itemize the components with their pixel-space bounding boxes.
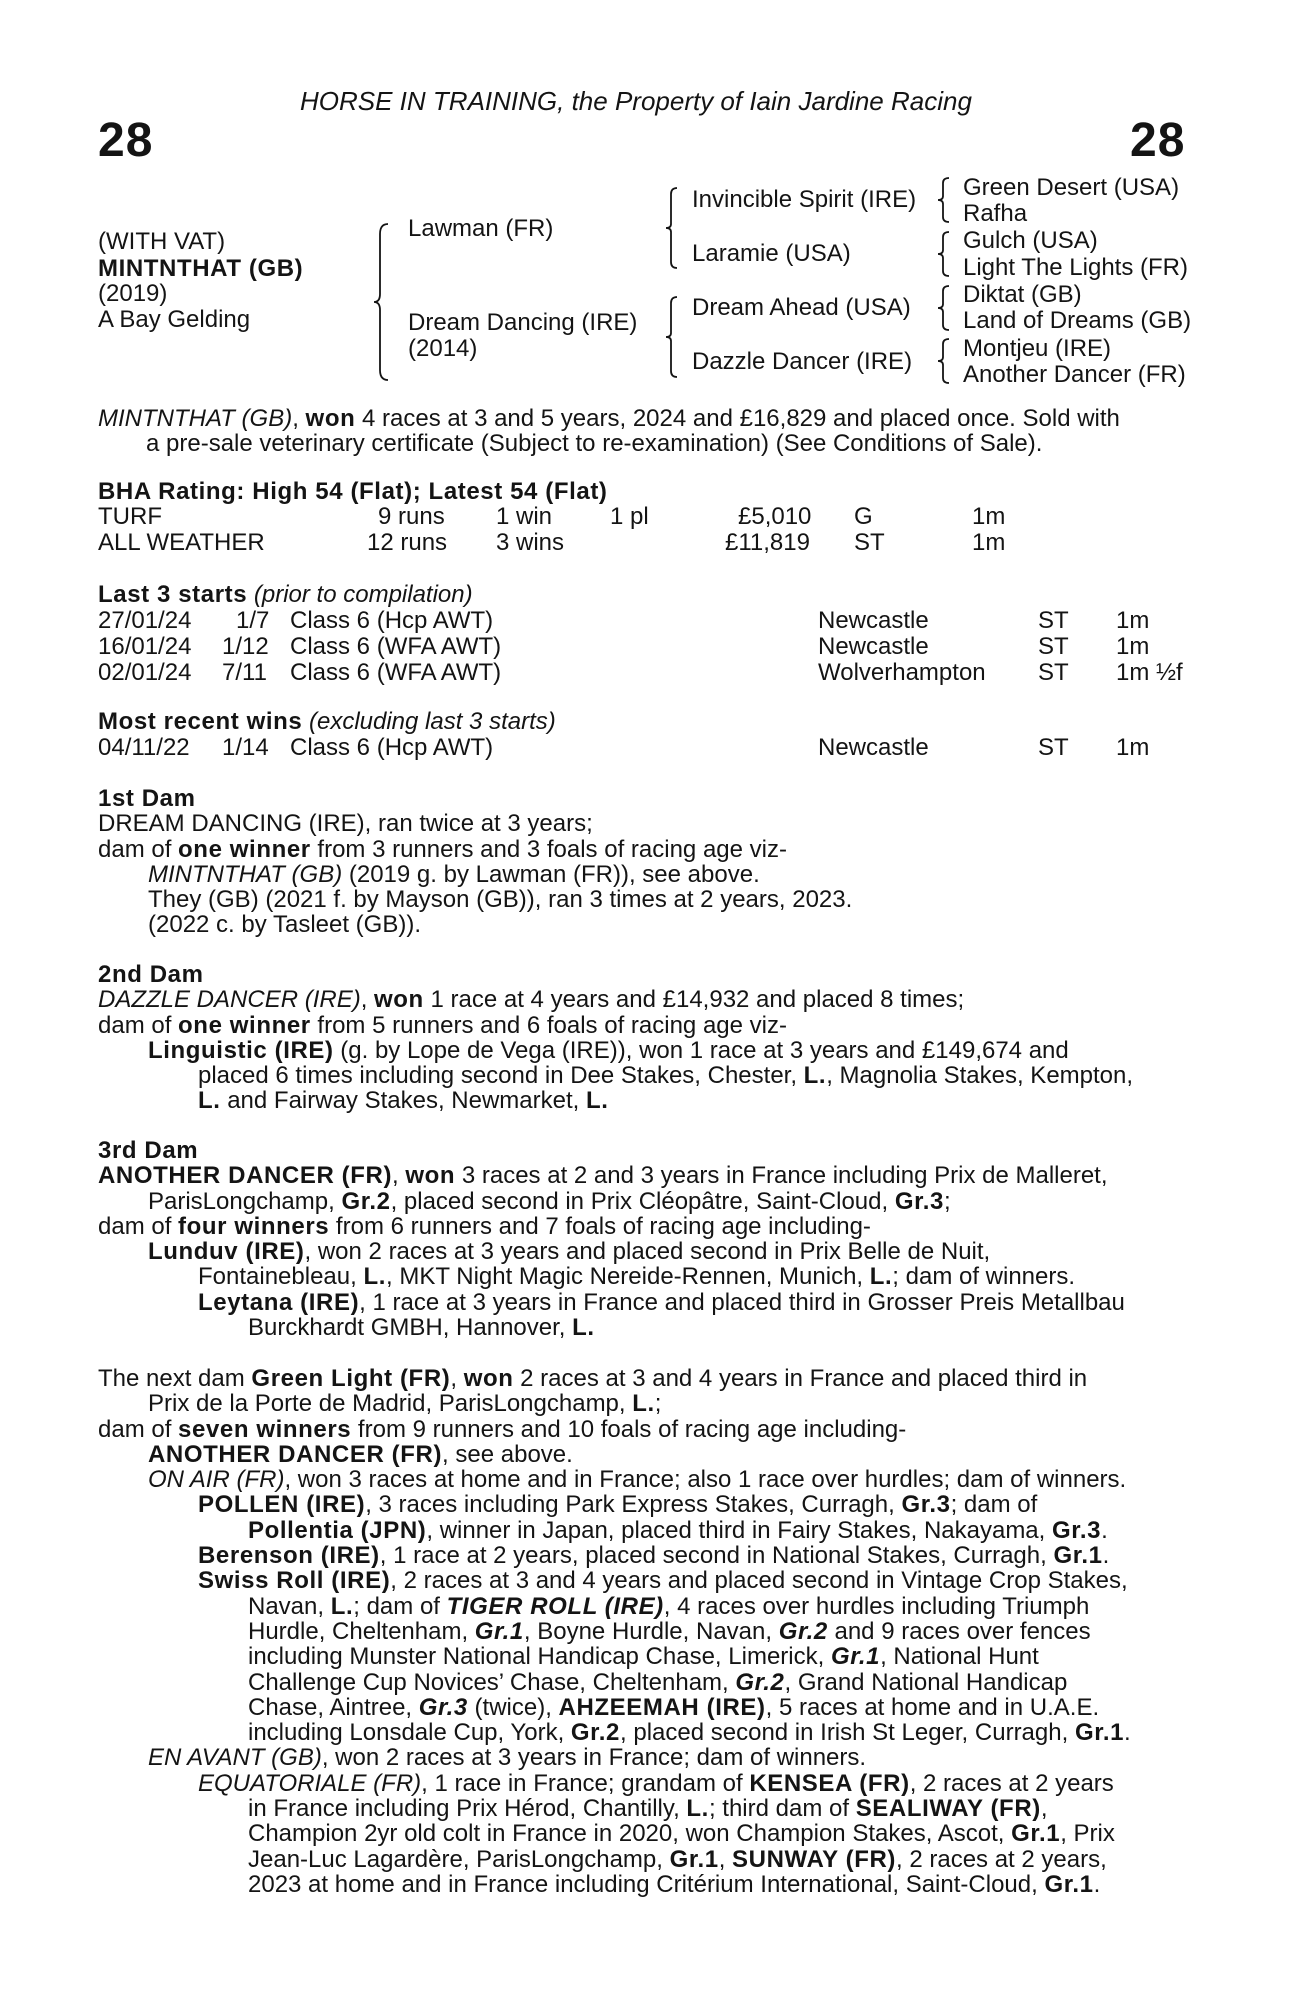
win-race: Class 6 (Hcp AWT) [290,734,494,761]
pedigree-brace-ss [936,176,952,224]
first-dam-text: from 3 runners and 3 foals of racing age viz- [310,835,787,863]
win-position: 1/14 [222,734,269,761]
listed-mark: L. [869,1263,893,1291]
progeny-text: ; dam of [950,1491,1038,1519]
next-dam-winners: seven winners [178,1415,352,1443]
recent-wins-heading-line [98,709,556,734]
progeny-name: KENSEA (FR) [749,1769,910,1797]
last3-note: (prior to compilation) [247,581,473,608]
progeny-name: ON AIR (FR) [148,1466,285,1494]
third-dam-text: , placed second in Prix Cléopâtre, Saint-Cloud, [390,1187,895,1215]
listed-mark: L. [198,1087,221,1115]
second-dam-won: won [374,986,424,1014]
group-mark: Gr.1 [1074,1719,1125,1747]
progeny-text: , 2 races at 2 years [909,1769,1114,1797]
pedigree-brace-dd [936,337,952,385]
pedigree-dss: Diktat (GB) [963,281,1082,308]
second-dam-progeny-text: (g. by Lope de Vega (IRE)), won 1 race at 3 years and £149,674 and [333,1036,1069,1064]
start-going: ST [1038,633,1069,660]
progeny-name: Swiss Roll (IRE) [198,1567,391,1595]
summary-text-2: a pre-sale veterinary certificate (Subject to re-examination) (See Conditions of Sale). [146,430,1043,458]
pedigree-sire-dam: Laramie (USA) [692,240,851,267]
progeny-name: SUNWAY (FR) [732,1845,896,1873]
progeny-text: 2023 at home and in France including Critérium International, Saint-Cloud, [248,1870,1045,1898]
progeny-text: , 2 races at 2 years, [896,1845,1107,1873]
first-dam-heading: 1st Dam [98,785,196,812]
start-dist: 1m [1116,633,1150,660]
start-course: Newcastle [818,633,929,660]
progeny-text: , 1 race at 2 years, placed second in National Stakes, Curragh, [379,1542,1054,1570]
win-dist: 1m [1116,734,1150,761]
pedigree-dsd: Land of Dreams (GB) [963,307,1192,334]
rating-going: ST [854,529,885,556]
pedigree-brace-main [372,222,392,382]
pedigree-sdd: Light The Lights (FR) [963,254,1188,281]
pedigree-brace-ds [936,284,952,332]
start-course: Newcastle [818,607,929,634]
progeny-text: . [1093,1870,1101,1898]
start-row [0,660,1314,685]
horse-description: A Bay Gelding [98,306,251,333]
progeny-text: , 3 races including Park Express Stakes, Curragh, [365,1491,902,1519]
progeny-name: ANOTHER DANCER (FR) [148,1440,443,1468]
listed-mark: L. [632,1390,655,1418]
start-date: 27/01/24 [98,607,192,634]
pedigree-dam-year: (2014) [408,335,478,362]
rating-wins: 3 wins [496,529,565,556]
pedigree-dam-sire: Dream Ahead (USA) [692,294,911,321]
summary-horse: MINTNTHAT (GB) [98,405,293,432]
second-dam-progeny-text: placed 6 times including second in Dee Stakes, Chester, [198,1062,804,1090]
start-position: 1/7 [236,607,270,634]
first-dam-progeny: They (GB) (2021 f. by Mayson (GB)), ran 3 times at 2 years, 2023. [148,886,853,914]
progeny-text: and 9 races over fences [827,1617,1091,1645]
pedigree-dam-dam: Dazzle Dancer (IRE) [692,348,913,375]
next-dam-sep: , [450,1365,464,1392]
progeny-text: , National Hunt [880,1643,1039,1671]
listed-mark: L. [586,1087,609,1115]
second-dam-heading: 2nd Dam [98,961,204,988]
group-mark: Gr.2 [341,1187,391,1215]
win-row [0,735,1314,760]
second-dam-progeny-name: Linguistic (IRE) [148,1036,334,1064]
last3-heading: Last 3 starts [98,581,248,608]
progeny-name: Berenson (IRE) [198,1542,380,1570]
start-going: ST [1038,607,1069,634]
third-dam-name: ANOTHER DANCER (FR) [98,1162,393,1190]
listed-mark: L. [803,1062,827,1090]
next-dam-text: dam of [98,1415,179,1443]
start-going: ST [1038,659,1069,686]
third-dam-text: ParisLongchamp, [148,1187,342,1215]
group-mark: Gr.1 [1053,1542,1103,1570]
summary-paragraph [98,406,1198,457]
pedigree-ssd: Rafha [963,200,1028,227]
start-date: 02/01/24 [98,659,192,686]
start-date: 16/01/24 [98,633,192,660]
progeny-text: . [1101,1516,1108,1544]
progeny-text: including Lonsdale Cup, York, [248,1719,571,1747]
progeny-text: , placed second in Irish St Leger, Curragh, [620,1719,1075,1747]
next-dam-name: Green Light (FR) [251,1365,451,1392]
progeny-text: . [1102,1542,1110,1570]
lot-number-left: 28 [98,114,154,167]
progeny-name: AHZEEMAH (IRE) [558,1693,766,1721]
recent-wins-heading: Most recent wins [98,708,303,735]
group-mark: Gr.3 [418,1693,468,1721]
progeny-text: , Boyne Hurdle, Navan, [523,1617,779,1645]
third-dam-progeny-text: , MKT Night Magic Nereide-Rennen, Munich, [386,1263,870,1291]
progeny-text: ; third dam of [708,1795,856,1823]
pedigree-dam: Dream Dancing (IRE) [408,309,638,336]
progeny-name: Pollentia (JPN) [248,1516,427,1544]
rating-runs: 12 runs [367,529,448,556]
start-dist: 1m [1116,607,1150,634]
progeny-text: , winner in Japan, placed third in Fairy Stakes, Nakayama, [426,1516,1052,1544]
group-mark: Gr.1 [830,1643,881,1671]
progeny-text: Hurdle, Cheltenham, [248,1617,475,1645]
third-dam-grand-progeny-text: , 1 race at 3 years in France and placed third in Grosser Preis Metallbau [359,1288,1125,1316]
summary-won: won [305,405,356,432]
pedigree-brace-dam [664,295,680,379]
next-dam-text: Prix de la Porte de Madrid, ParisLongchamp, [148,1390,633,1418]
pedigree-sire-sire: Invincible Spirit (IRE) [692,186,917,213]
second-dam-winners: one winner [178,1011,311,1039]
first-dam-section [98,786,1198,938]
pedigree-sds: Gulch (USA) [963,227,1098,254]
progeny-text: , [1040,1795,1048,1823]
progeny-text: Champion 2yr old colt in France in 2020, won Champion Stakes, Ascot, [248,1820,1012,1848]
first-dam-text: dam of [98,835,179,863]
third-dam-text: ; [943,1187,951,1215]
progeny-name: TIGER ROLL (IRE) [446,1592,664,1620]
next-dam-text: The next dam [98,1365,252,1392]
rating-wins: 1 win [496,503,553,530]
third-dam-sep: , [392,1162,406,1190]
third-dam-heading: 3rd Dam [98,1137,199,1164]
pedigree-ddd: Another Dancer (FR) [963,361,1186,388]
listed-mark: L. [330,1592,354,1620]
next-dam-text: 2 races at 3 and 4 years in France and placed third in [513,1365,1088,1392]
page-header-title: HORSE IN TRAINING, the Property of Iain Jardine Racing [300,86,972,116]
next-dam-won: won [463,1365,514,1392]
first-dam-winners: one winner [178,835,311,863]
group-mark: Gr.2 [570,1719,621,1747]
summary-text-1: 4 races at 3 and 5 years, 2024 and £16,829 and placed once. Sold with [355,405,1120,432]
first-dam-progeny: (2022 c. by Tasleet (GB)). [148,911,421,939]
second-dam-name: DAZZLE DANCER (IRE) [98,986,361,1014]
group-mark: Gr.3 [1052,1516,1102,1544]
group-mark: Gr.2 [735,1668,785,1696]
pedigree-sss: Green Desert (USA) [963,174,1180,201]
third-dam-grand-progeny-name: Leytana (IRE) [198,1288,360,1316]
progeny-text: Jean-Luc Lagardère, ParisLongchamp, [248,1845,670,1873]
pedigree-dds: Montjeu (IRE) [963,335,1112,362]
progeny-text: , see above. [442,1440,573,1468]
rating-going: G [854,503,873,530]
second-dam-progeny-text: , Magnolia Stakes, Kempton, [826,1062,1134,1090]
progeny-text: (twice), [467,1693,559,1721]
progeny-text: including Munster National Handicap Chase, Limerick, [248,1643,831,1671]
rating-heading: BHA Rating: High 54 (Flat); Latest 54 (Flat) [98,478,608,505]
start-race: Class 6 (WFA AWT) [290,633,502,660]
second-dam-text: dam of [98,1011,179,1039]
progeny-name: EN AVANT (GB) [148,1744,322,1772]
group-mark: Gr.1 [669,1845,719,1873]
second-dam-text: 1 race at 4 years and £14,932 and placed 8 times; [423,986,965,1014]
last3-heading-line [98,582,473,607]
rating-placed: 1 pl [610,503,649,530]
start-course: Wolverhampton [818,659,986,686]
first-dam-line-1: DREAM DANCING (IRE), ran twice at 3 years; [98,810,593,838]
start-race: Class 6 (WFA AWT) [290,659,502,686]
third-dam-text: dam of [98,1212,179,1240]
progeny-text: , 5 races at home and in U.A.E. [765,1693,1100,1721]
pedigree-brace-sd [936,230,952,278]
start-row [0,634,1314,659]
progeny-text: , won 2 races at 3 years in France; dam of winners. [321,1744,867,1772]
third-dam-progeny-text: Fontainebleau, [198,1263,364,1291]
horse-year: (2019) [98,280,168,307]
progeny-text: , Prix [1060,1820,1115,1848]
next-dam-text: ; [654,1390,662,1418]
listed-mark: L. [686,1795,709,1823]
progeny-text: , [718,1845,733,1873]
listed-mark: L. [572,1314,595,1342]
first-dam-progeny-name: MINTNTHAT (GB) [148,860,343,888]
progeny-name: EQUATORIALE (FR) [198,1769,422,1797]
third-dam-text: 3 races at 2 and 3 years in France including Prix de Malleret, [455,1162,1108,1190]
first-dam-progeny-text: (2019 g. by Lawman (FR)), see above. [342,860,760,888]
progeny-name: POLLEN (IRE) [198,1491,366,1519]
pedigree-brace-sire [664,186,680,270]
lot-number-right: 28 [1130,114,1186,167]
rating-dist: 1m [972,503,1006,530]
next-dam-text: from 9 runners and 10 foals of racing age including- [351,1415,907,1443]
horse-name: MINTNTHAT (GB) [98,255,304,282]
start-position: 1/12 [222,633,269,660]
progeny-name: SEALIWAY (FR) [855,1795,1041,1823]
group-mark: Gr.1 [1011,1820,1061,1848]
group-mark: Gr.2 [778,1617,828,1645]
next-dam-section [98,1366,1198,1897]
progeny-text: ; dam of [353,1592,447,1620]
vat-note: (WITH VAT) [98,228,226,255]
progeny-text: Challenge Cup Novices’ Chase, Cheltenham, [248,1668,736,1696]
progeny-text: Chase, Aintree, [248,1693,419,1721]
rating-row [0,504,1314,529]
third-dam-text: from 6 runners and 7 foals of racing age including- [329,1212,871,1240]
third-dam-progeny-name: Lunduv (IRE) [148,1238,305,1266]
rating-surface: TURF [98,503,162,530]
pedigree-sire: Lawman (FR) [408,215,554,242]
progeny-text: Navan, [248,1592,331,1620]
win-going: ST [1038,734,1069,761]
rating-dist: 1m [972,529,1006,556]
start-row [0,608,1314,633]
summary-sep: , [292,405,306,432]
group-mark: Gr.1 [1044,1870,1094,1898]
progeny-text: , 2 races at 3 and 4 years and placed second in Vintage Crop Stakes, [390,1567,1128,1595]
progeny-text: . [1124,1719,1131,1747]
win-date: 04/11/22 [98,734,190,761]
rating-prize: £5,010 [738,503,812,530]
win-course: Newcastle [818,734,929,761]
group-mark: Gr.3 [901,1491,951,1519]
third-dam-winners: four winners [178,1212,330,1240]
progeny-text: , 4 races over hurdles including Triumph [663,1592,1090,1620]
progeny-text: , Grand National Handicap [784,1668,1068,1696]
group-mark: Gr.1 [474,1617,524,1645]
third-dam-won: won [405,1162,456,1190]
rating-prize: £11,819 [725,529,810,556]
third-dam-section [98,1138,1198,1340]
second-dam-text: from 5 runners and 6 foals of racing age viz- [310,1011,787,1039]
progeny-text: , won 3 races at home and in France; also 1 race over hurdles; dam of winners. [284,1466,1127,1494]
start-race: Class 6 (Hcp AWT) [290,607,494,634]
rating-runs: 9 runs [378,503,445,530]
second-dam-progeny-text: and Fairway Stakes, Newmarket, [220,1087,586,1115]
third-dam-grand-progeny-text: Burckhardt GMBH, Hannover, [248,1314,573,1342]
progeny-text: in France including Prix Hérod, Chantilly, [248,1795,687,1823]
start-position: 7/11 [222,659,267,686]
recent-wins-note: (excluding last 3 starts) [302,708,556,735]
second-dam-sep: , [360,986,375,1014]
group-mark: Gr.3 [894,1187,944,1215]
listed-mark: L. [363,1263,386,1291]
start-dist: 1m ½f [1116,659,1183,686]
rating-surface: ALL WEATHER [98,529,265,556]
third-dam-progeny-text: , won 2 races at 3 years and placed second in Prix Belle de Nuit, [304,1238,991,1266]
rating-row [0,530,1314,555]
second-dam-section [98,962,1198,1114]
progeny-text: , 1 race in France; grandam of [421,1769,750,1797]
third-dam-progeny-text: ; dam of winners. [892,1263,1076,1291]
